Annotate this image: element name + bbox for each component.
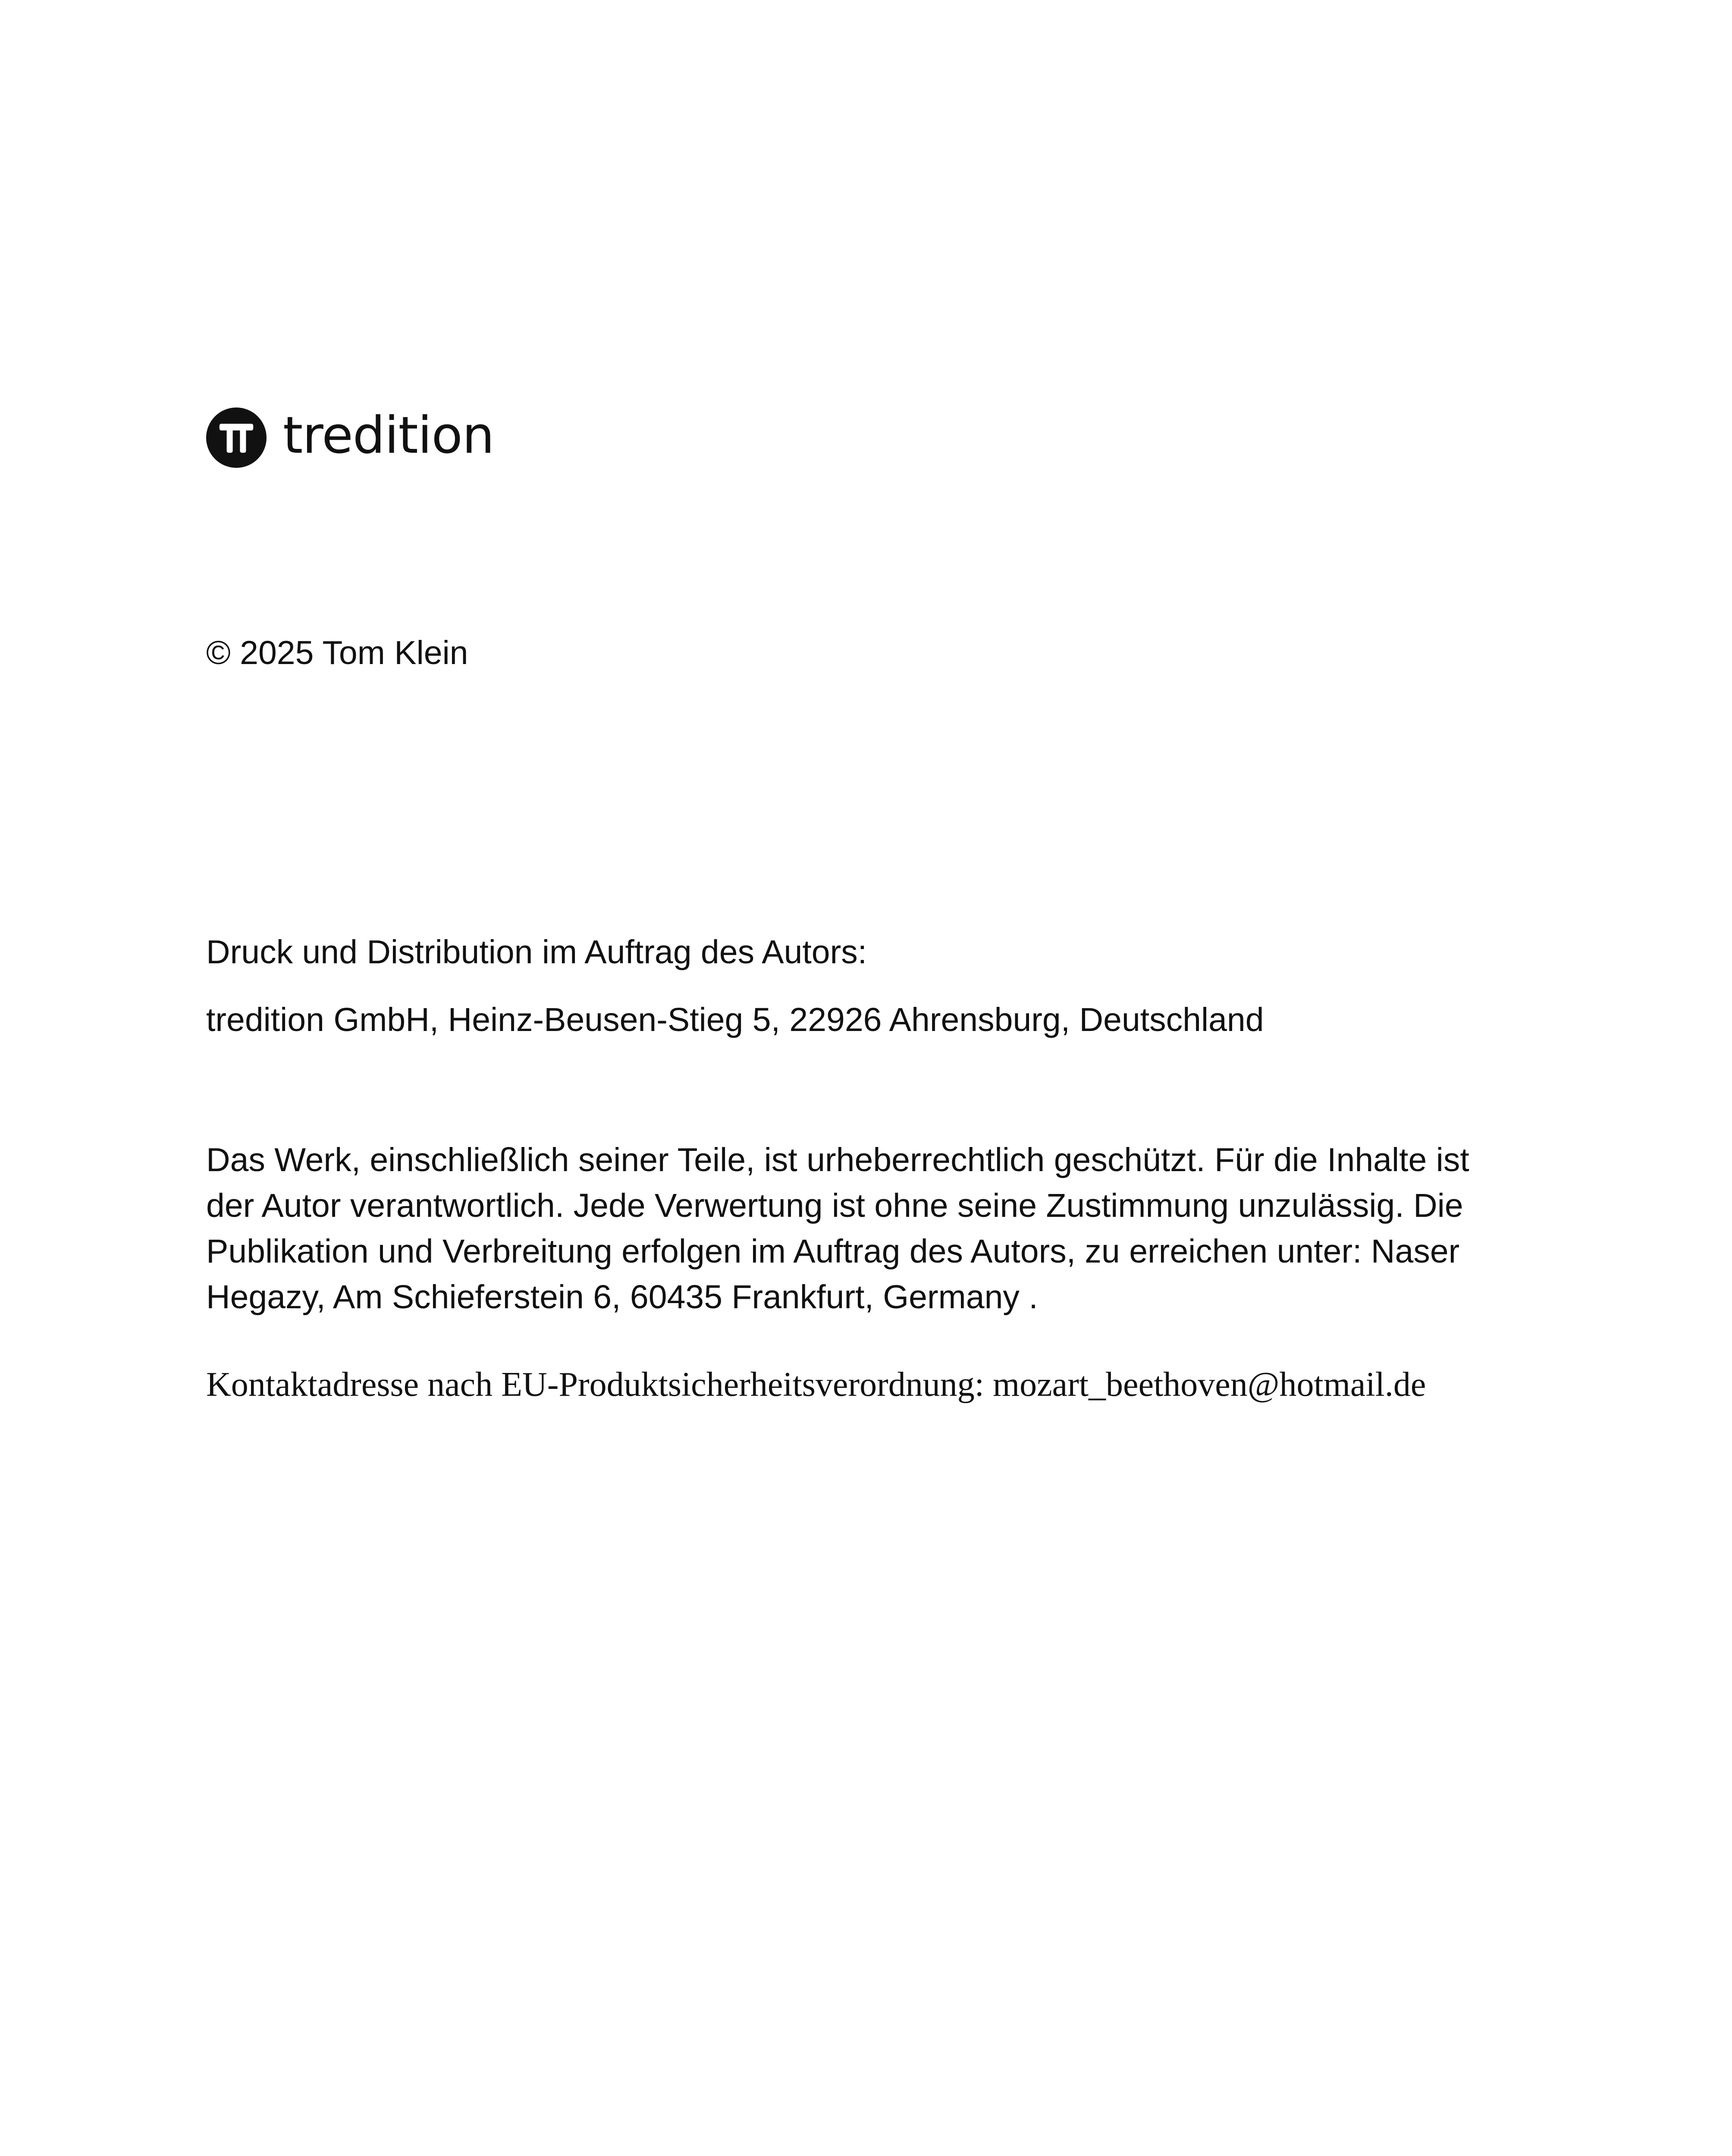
legal-notice [206, 1137, 1629, 1320]
publisher-logo [206, 407, 494, 468]
copyright-notice: © 2025 Tom Klein [206, 634, 468, 671]
print-distribution-heading: Druck und Distribution im Auftrag des Autors: [206, 934, 867, 971]
legal-line: Das Werk, einschließlich seiner Teile, ist urheberrechtlich geschützt. Für die Inhalte ist [206, 1141, 1469, 1178]
contact-address: Kontaktadresse nach EU-Produktsicherheitsverordnung: mozart_beethoven@hotmail.de [206, 1366, 1426, 1404]
legal-line: Publikation und Verbreitung erfolgen im Auftrag des Autors, zu erreichen unter: Naser [206, 1233, 1460, 1270]
legal-line: der Autor verantwortlich. Jede Verwertung ist ohne seine Zustimmung unzulässig. Die [206, 1187, 1463, 1224]
legal-line: Hegazy, Am Schieferstein 6, 60435 Frankfurt, Germany . [206, 1279, 1038, 1316]
tredition-logo-icon [206, 407, 267, 468]
publisher-address: tredition GmbH, Heinz-Beusen-Stieg 5, 22926 Ahrensburg, Deutschland [206, 1001, 1264, 1038]
logo-wordmark: tredition [283, 405, 494, 465]
